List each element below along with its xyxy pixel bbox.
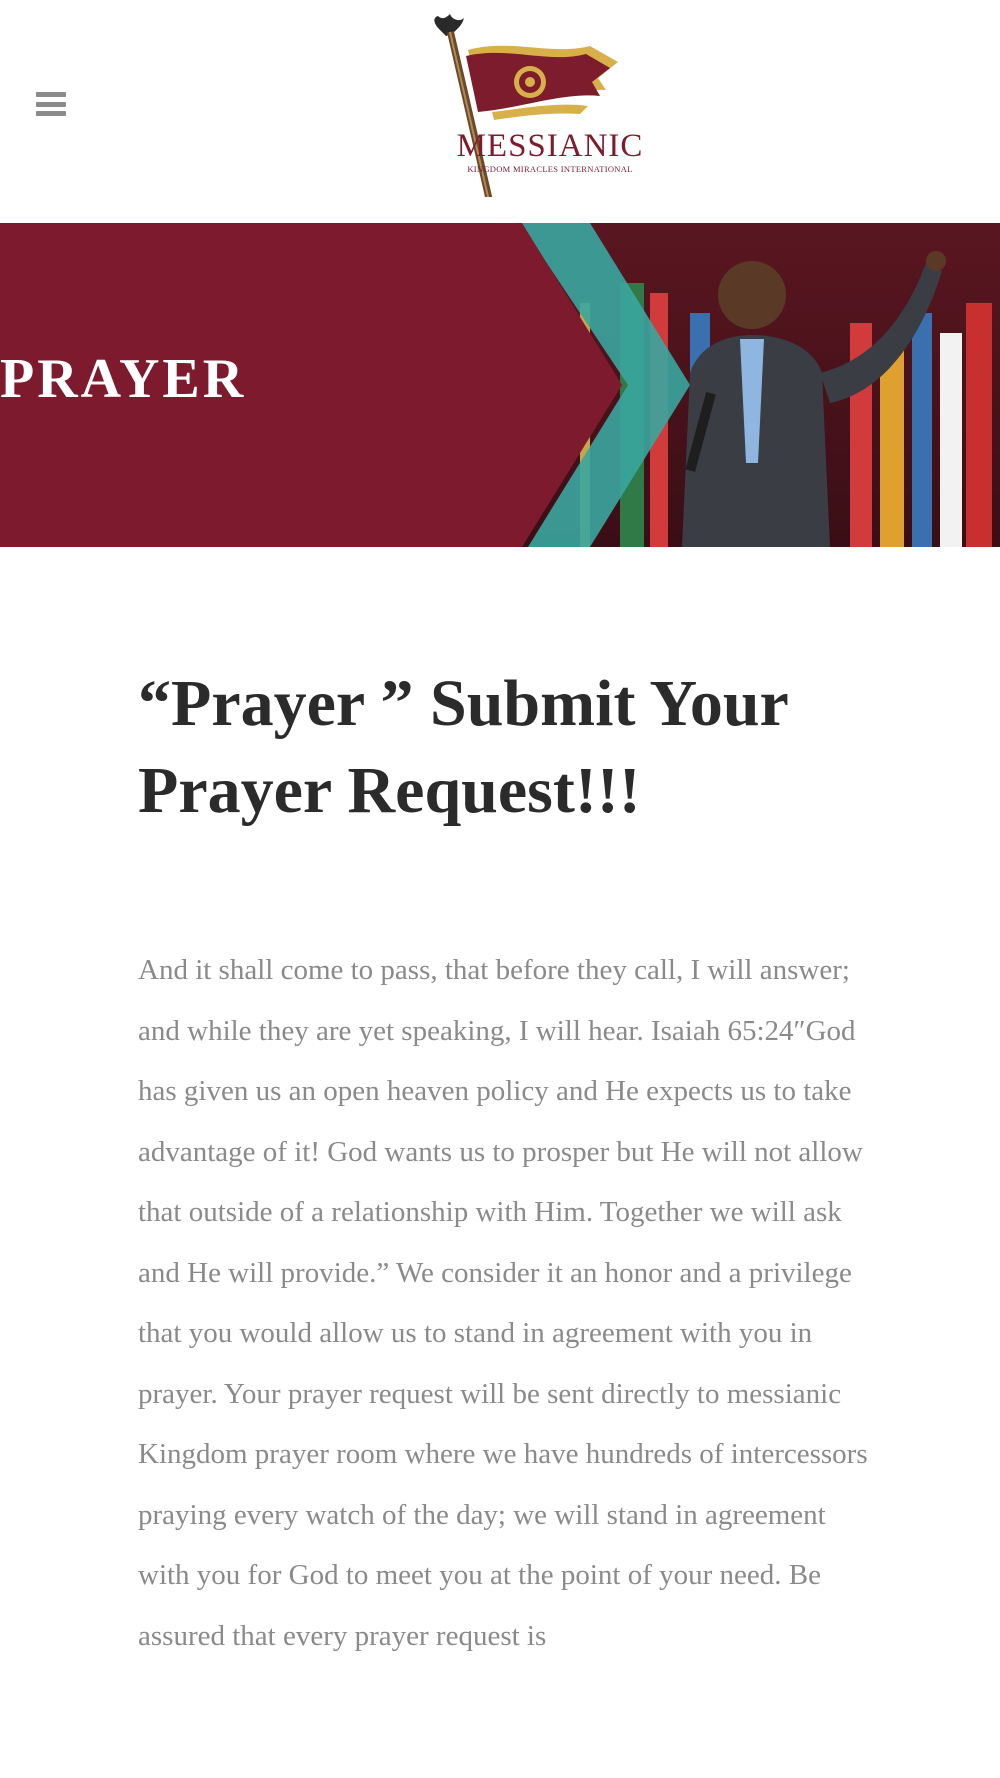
logo-title: MESSIANIC [456, 128, 644, 164]
site-header [0, 0, 1000, 223]
hamburger-menu-icon[interactable] [36, 92, 66, 116]
page-banner [0, 223, 1000, 547]
menu-bar [36, 102, 66, 107]
banner-title: PRAYER [0, 348, 247, 410]
menu-bar [36, 111, 66, 116]
menu-bar [36, 92, 66, 97]
logo-subtitle: KINGDOM MIRACLES INTERNATIONAL [467, 164, 633, 174]
page-title: “Prayer ” Submit Your Prayer Request!!! [138, 667, 788, 827]
site-logo[interactable] [430, 12, 660, 197]
main-content [138, 660, 878, 1666]
body-paragraph: And it shall come to pass, that before they call, I will answer; and while they are yet speaking, I will hear. Isaiah 65:24″God has given us an open heaven policy and He expects us to take advantage of it! God wants us to prosper but He will not allow that outside of a relationship with Him. Together we will ask and He will provide.” We consider it an honor and a privilege that you would allow us to stand in agreement with you in prayer. Your prayer request will be sent directly to messianic Kingdom prayer room where we have hundreds of intercessors praying every watch of the day; we will stand in agreement with you for God to meet you at the point of your need. Be assured that every prayer request is [138, 954, 868, 1652]
